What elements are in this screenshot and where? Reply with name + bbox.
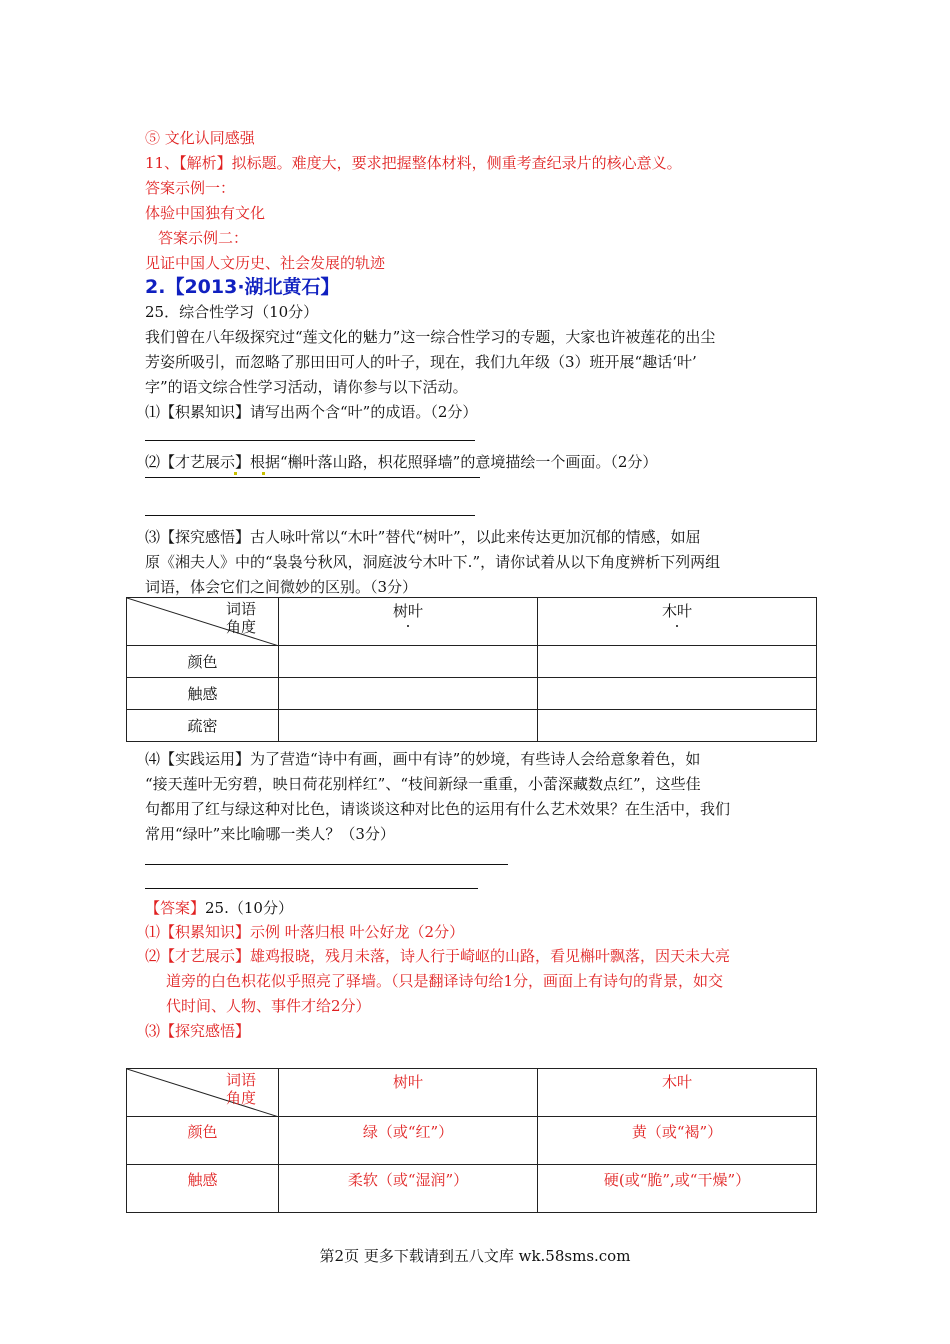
blank-cell	[279, 646, 538, 678]
col-header-muye: 木叶	[538, 1069, 817, 1117]
example1-label: 答案示例一：	[145, 179, 236, 197]
answer-label: 【答案】	[145, 899, 206, 917]
answer-line	[145, 864, 508, 865]
blank-cell	[538, 678, 817, 710]
col-header-shuye: 树叶	[279, 1069, 538, 1117]
answer-part2-line-1: ⑵【才艺展示】雄鸡报晓，残月未落，诗人行于崎岖的山路，看见槲叶飘落，因天未大亮	[145, 947, 731, 965]
header-word: 词语	[225, 600, 256, 618]
example1-text: 体验中国独有文化	[145, 204, 266, 222]
part1-prompt: ⑴【积累知识】请写出两个含“叶”的成语。（2分）	[145, 403, 478, 421]
header-word: 词语	[225, 1071, 256, 1089]
part2-prompt: ⑵【才艺展示】根据“槲叶落山路，枳花照驿墙”的意境描绘一个画面。（2分）	[145, 453, 658, 471]
cell-muye-color: 黄（或“褐”）	[538, 1117, 817, 1165]
example2-label: 答案示例二：	[158, 229, 249, 247]
answer-item-5: ⑤ 文化认同感强	[145, 129, 255, 147]
part4-line-1: ⑷【实践运用】为了营造“诗中有画，画中有诗”的妙境，有些诗人会给意象着色，如	[145, 750, 701, 768]
part4-line-4: 常用“绿叶”来比喻哪一类人？（3分）	[145, 825, 395, 843]
blank-cell	[279, 710, 538, 742]
comparison-table-answer	[126, 1068, 817, 1213]
q11-analysis: 11、【解析】拟标题。难度大，要求把握整体材料，侧重考查纪录片的核心意义。	[145, 154, 682, 172]
cell-muye-touch: 硬(或“脆”,或“干燥”）	[538, 1165, 817, 1213]
answer-line	[145, 477, 480, 478]
example2-text: 见证中国人文历史、社会发展的轨迹	[145, 254, 386, 272]
highlight-mark	[234, 472, 237, 475]
comparison-table-blank	[126, 597, 817, 742]
blank-cell	[538, 710, 817, 742]
section-heading: 2.【2013·湖北黄石】	[145, 276, 340, 298]
answer-line	[145, 515, 475, 516]
row-angle-color: 颜色	[127, 646, 279, 678]
part3-line-3: 词语，体会它们之间微妙的区别。（3分）	[145, 578, 418, 596]
diagonal-header-cell	[127, 598, 279, 646]
answer-part2-line-3: 代时间、人物、事件才给2分）	[166, 997, 371, 1015]
part3-line-2: 原《湘夫人》中的“袅袅兮秋风，洞庭波兮木叶下.”，请你试着从以下角度辨析下列两组	[145, 553, 721, 571]
diagonal-line	[127, 598, 279, 646]
row-angle-touch: 触感	[127, 1165, 279, 1213]
part3-line-1: ⑶【探究感悟】古人咏叶常以“木叶”替代“树叶”，以此来传达更加沉郁的情感，如屈	[145, 528, 701, 546]
col-header-shuye: 树叶	[279, 598, 538, 646]
cell-shuye-color: 绿（或“红”）	[279, 1117, 538, 1165]
question-title: 25．综合性学习（10分）	[145, 303, 319, 321]
row-angle-density: 疏密	[127, 710, 279, 742]
answer-part3: ⑶【探究感悟】	[145, 1022, 251, 1040]
intro-line-3: 字”的语文综合性学习活动，请你参与以下活动。	[145, 378, 468, 396]
part4-line-3: 句都用了红与绿这种对比色，请谈谈这种对比色的运用有什么艺术效果？在生活中，我们	[145, 800, 731, 818]
blank-cell	[538, 646, 817, 678]
header-angle: 角度	[225, 1089, 256, 1107]
answer-title: 25.（10分）	[205, 899, 293, 917]
intro-line-2: 芳姿所吸引，而忽略了那田田可人的叶子，现在，我们九年级（3）班开展“趣话‘叶’	[145, 353, 697, 371]
blank-cell	[279, 678, 538, 710]
answer-line	[145, 888, 478, 889]
page-footer: 第2页 更多下载请到五八文库 wk.58sms.com	[319, 1247, 631, 1265]
diagonal-header-cell	[127, 1069, 279, 1117]
col-header-muye: 木叶	[538, 598, 817, 646]
answer-line	[145, 440, 475, 441]
answer-part2-line-2: 道旁的白色枳花似乎照亮了驿墙。（只是翻译诗句给1分，画面上有诗句的背景，如交	[166, 972, 724, 990]
answer-part1: ⑴【积累知识】示例 叶落归根 叶公好龙（2分）	[145, 923, 465, 941]
diagonal-line	[127, 1069, 279, 1117]
part4-line-2: “接天莲叶无穷碧，映日荷花别样红”、“枝间新绿一重重，小蕾深藏数点红”，这些佳	[145, 775, 701, 793]
cell-shuye-touch: 柔软（或“湿润”）	[279, 1165, 538, 1213]
row-angle-color: 颜色	[127, 1117, 279, 1165]
intro-line-1: 我们曾在八年级探究过“莲文化的魅力”这一综合性学习的专题，大家也许被莲花的出尘	[145, 328, 716, 346]
highlight-mark	[262, 472, 265, 475]
answer-heading	[145, 898, 293, 918]
row-angle-touch: 触感	[127, 678, 279, 710]
header-angle: 角度	[225, 618, 256, 636]
